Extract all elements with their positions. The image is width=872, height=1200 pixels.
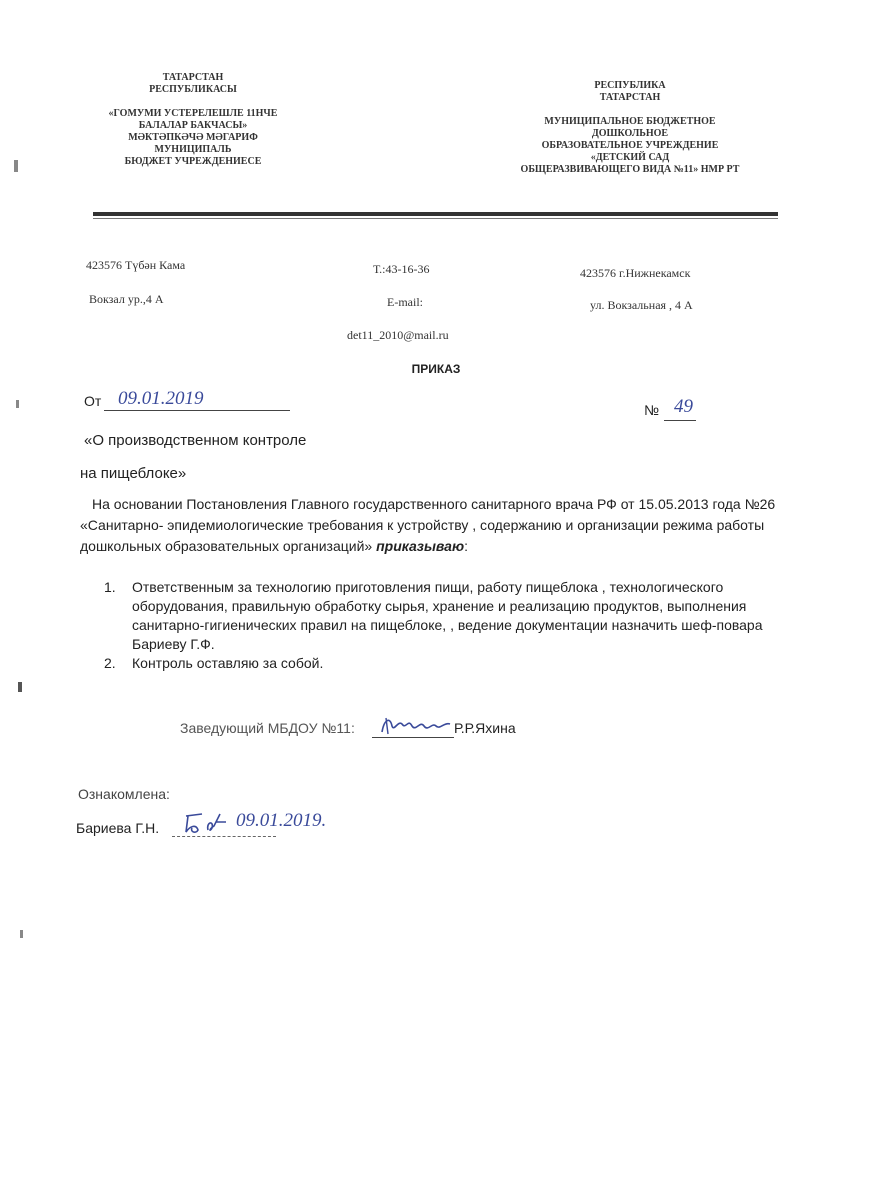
scan-speck: [20, 930, 23, 938]
header-left-block: [88, 72, 298, 168]
address-email-label: E-mail:: [387, 295, 423, 309]
date-handwritten: 09.01.2019: [118, 388, 204, 409]
signature-name: Р.Р.Яхина: [454, 720, 516, 736]
header-right-line: МУНИЦИПАЛЬНОЕ БЮДЖЕТНОЕ: [544, 116, 716, 127]
header-divider-thin: [93, 218, 778, 219]
header-right-line: ОБРАЗОВАТЕЛЬНОЕ УЧРЕЖДЕНИЕ: [541, 140, 719, 151]
header-left-line: МӘКТӘПКӘЧӘ МӘГАРИФ: [128, 132, 258, 143]
list-item-text: Ответственным за технологию приготовления пищи, работу пищеблока , технологического оборудования, правильную обработку сырья, хранение и реализацию продуктов, выполнения санитарно-гигиенических правил на пищеблоке, , ведение документации назначить шеф-повара Бариеву Г.Ф.: [132, 579, 763, 652]
scan-speck: [14, 160, 18, 172]
scan-speck: [18, 682, 22, 692]
header-left-line: БАЛАЛАР БАКЧАСЫ»: [138, 120, 248, 131]
acquainted-handwritten-date: 09.01.2019.: [236, 810, 327, 831]
body-paragraph: [80, 494, 800, 557]
list-item: [104, 578, 804, 654]
address-email: det11_2010@mail.ru: [347, 328, 449, 342]
header-left-line: ТАТАРСТАН: [162, 72, 224, 83]
scan-speck: [16, 400, 19, 408]
address-right-line2: ул. Вокзальная , 4 А: [590, 298, 693, 312]
number-label: №: [644, 402, 660, 418]
header-left-line: МУНИЦИПАЛЬ: [154, 144, 232, 155]
document-title: ПРИКАЗ: [411, 362, 461, 376]
address-right-line1: 423576 г.Нижнекамск: [580, 266, 691, 280]
body-paragraph-text: На основании Постановления Главного государственного санитарного врача РФ от 15.05.2013 года №26 «Санитарно- эпидемиологические требования к устройству , содержанию и организации режима работы дошкольных образовательных организаций»: [80, 496, 776, 554]
list-item-text: Контроль оставляю за собой.: [132, 655, 324, 671]
address-phone: Т.:43-16-36: [373, 262, 430, 276]
list-item: [104, 654, 804, 673]
header-left-line: РЕСПУБЛИКАСЫ: [149, 84, 237, 95]
acquainted-label: Ознакомлена:: [78, 786, 170, 802]
order-word-suffix: :: [464, 538, 468, 554]
header-left-line: «ГОМУМИ УСТЕРЕЛЕШЛЕ 11НЧЕ: [108, 108, 278, 119]
director-signature-icon: [378, 712, 458, 738]
number-underline: [664, 420, 696, 421]
header-right-line: ДОШКОЛЬНОЕ: [591, 128, 669, 139]
date-label: От: [84, 393, 102, 409]
address-left-line2: Вокзал ур.,4 А: [89, 292, 164, 306]
acquainted-underline: [172, 836, 276, 837]
signature-position: Заведующий МБДОУ №11:: [180, 720, 355, 736]
header-left-line: БЮДЖЕТ УЧРЕЖДЕНИЕСЕ: [124, 156, 262, 167]
header-right-line: «ДЕТСКИЙ САД: [590, 152, 670, 163]
address-left-line1: 423576 Түбән Кама: [86, 258, 186, 272]
acquainted-signature-icon: [180, 808, 232, 836]
acquainted-person: Бариева Г.Н.: [76, 820, 160, 836]
header-right-line: ТАТАРСТАН: [599, 92, 661, 103]
order-word: приказываю: [376, 538, 465, 554]
order-items-list: [104, 578, 804, 673]
number-handwritten: 49: [674, 396, 693, 417]
header-right-line: РЕСПУБЛИКА: [594, 80, 666, 91]
header-right-block: [480, 80, 780, 176]
list-item-number: 2.: [104, 655, 116, 671]
header-right-line: ОБЩЕРАЗВИВАЮЩЕГО ВИДА №11» НМР РТ: [520, 164, 740, 175]
list-item-number: 1.: [104, 579, 116, 595]
subject-line2: на пищеблоке»: [80, 465, 187, 482]
header-divider: [93, 212, 778, 216]
subject-line1: «О производственном контроле: [84, 432, 307, 449]
date-underline: [104, 410, 290, 411]
